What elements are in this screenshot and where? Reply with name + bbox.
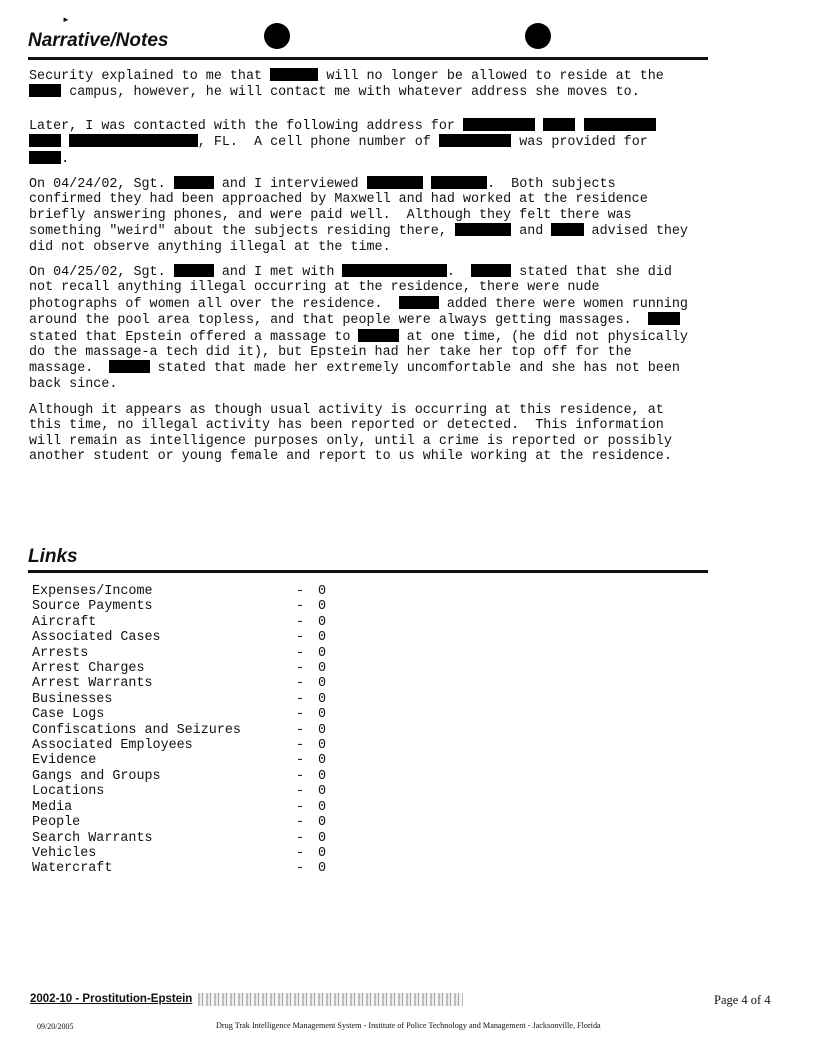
narrative-line xyxy=(29,264,719,280)
link-count: 0 xyxy=(318,738,327,754)
narrative-text: briefly answering phones, and were paid well. Although they felt there was xyxy=(29,207,632,223)
narrative-line xyxy=(29,176,719,192)
link-separator-dash: - xyxy=(296,845,305,861)
narrative-text: confirmed they had been approached by Maxwell and had worked at the residence xyxy=(29,192,648,208)
links-row xyxy=(32,831,348,846)
links-row xyxy=(32,676,348,691)
narrative-text: . xyxy=(446,265,471,280)
links-row xyxy=(32,738,348,753)
scan-noise-strip xyxy=(198,993,463,1006)
redaction-bar xyxy=(543,118,575,131)
link-separator-dash: - xyxy=(296,630,305,646)
redaction-bar xyxy=(174,264,214,277)
narrative-text: stated that Epstein offered a massage to xyxy=(29,329,359,345)
link-category-label: People xyxy=(32,815,81,831)
links-row xyxy=(32,800,348,815)
links-row xyxy=(32,584,348,599)
narrative-text: Security explained to me that xyxy=(29,69,271,84)
links-row xyxy=(32,861,348,876)
link-category-label: Associated Employees xyxy=(32,738,193,754)
narrative-paragraph xyxy=(29,176,719,255)
narrative-text: and I met with xyxy=(213,265,343,280)
narrative-line xyxy=(29,360,719,376)
link-category-label: Search Warrants xyxy=(32,830,153,846)
link-count: 0 xyxy=(318,614,327,630)
link-count: 0 xyxy=(318,599,327,615)
redaction-bar xyxy=(584,118,656,131)
link-count: 0 xyxy=(318,799,327,815)
narrative-text: Although it appears as though usual activity is occurring at this residence, at xyxy=(29,403,664,418)
link-separator-dash: - xyxy=(296,753,305,769)
narrative-line xyxy=(29,240,719,255)
redaction-bar xyxy=(69,134,198,147)
link-category-label: Gangs and Groups xyxy=(32,768,161,784)
link-count: 0 xyxy=(318,707,327,723)
link-separator-dash: - xyxy=(296,691,305,707)
narrative-text: will remain as intelligence purposes only, until a crime is reported or possibly xyxy=(29,433,672,449)
narrative-line xyxy=(29,208,719,223)
redaction-bar xyxy=(551,223,583,236)
links-table xyxy=(32,584,348,877)
links-row xyxy=(32,846,348,861)
narrative-text: was provided for xyxy=(511,135,648,151)
redaction-bar xyxy=(399,296,439,309)
narrative-paragraph xyxy=(29,68,719,101)
narrative-line xyxy=(29,434,719,449)
narrative-text: stated that she did xyxy=(511,265,672,280)
narrative-text: Later, I was contacted with the following address for xyxy=(29,119,463,134)
redaction-bar xyxy=(439,134,511,147)
redaction-bar xyxy=(648,312,680,325)
links-row xyxy=(32,615,348,630)
punch-hole-left xyxy=(264,23,290,49)
narrative-text: and xyxy=(511,224,552,240)
link-count: 0 xyxy=(318,722,327,738)
link-category-label: Vehicles xyxy=(32,845,97,861)
narrative-line xyxy=(29,329,719,345)
link-category-label: Case Logs xyxy=(32,707,105,723)
link-count: 0 xyxy=(318,645,327,661)
link-separator-dash: - xyxy=(296,815,305,831)
links-row xyxy=(32,661,348,676)
redaction-bar xyxy=(367,176,423,189)
narrative-text: and I interviewed xyxy=(213,177,367,192)
narrative-text: did not observe anything illegal at the time. xyxy=(29,239,391,255)
link-category-label: Arrest Warrants xyxy=(32,676,153,692)
redaction-bar xyxy=(463,118,535,131)
links-row xyxy=(32,753,348,768)
footer-case-ref-text: 2002-10 - Prostitution-Epstein xyxy=(30,993,193,1005)
narrative-text: On 04/24/02, Sgt. xyxy=(29,177,174,192)
link-count: 0 xyxy=(318,630,327,646)
links-row xyxy=(32,815,348,830)
narrative-text xyxy=(423,177,431,192)
redaction-bar xyxy=(174,176,214,189)
narrative-text: will no longer be allowed to reside at the xyxy=(318,69,664,84)
footer-system-name: Drug Trak Intelligence Management System - Institute of Police Technology and Management - Jacksonville, Florida xyxy=(216,1021,601,1030)
narrative-line xyxy=(29,449,719,464)
narrative-text: added there were women running xyxy=(438,296,688,312)
links-row xyxy=(32,707,348,722)
link-category-label: Confiscations and Seizures xyxy=(32,722,241,738)
narrative-rule xyxy=(28,57,708,60)
narrative-line xyxy=(29,151,719,167)
link-category-label: Arrest Charges xyxy=(32,661,145,677)
link-category-label: Evidence xyxy=(32,753,97,769)
links-row xyxy=(32,769,348,784)
link-category-label: Expenses/Income xyxy=(32,584,153,599)
narrative-line xyxy=(29,403,719,418)
narrative-line xyxy=(29,84,719,100)
narrative-line xyxy=(29,296,719,312)
link-category-label: Source Payments xyxy=(32,599,153,615)
narrative-text: . Both subjects xyxy=(487,177,616,192)
redaction-bar xyxy=(109,360,149,373)
redaction-bar xyxy=(455,223,511,236)
link-count: 0 xyxy=(318,584,327,599)
narrative-text: , FL. A cell phone number of xyxy=(197,135,439,151)
links-row xyxy=(32,599,348,614)
link-category-label: Arrests xyxy=(32,645,89,661)
redaction-bar xyxy=(29,151,61,164)
narrative-text: massage. xyxy=(29,361,110,377)
narrative-line xyxy=(29,377,719,392)
link-separator-dash: - xyxy=(296,676,305,692)
narrative-text: another student or young female and report to us while working at the residence. xyxy=(29,449,672,465)
redaction-bar xyxy=(29,134,61,147)
links-row xyxy=(32,784,348,799)
links-row xyxy=(32,692,348,707)
link-category-label: Locations xyxy=(32,784,105,800)
link-separator-dash: - xyxy=(296,614,305,630)
link-count: 0 xyxy=(318,691,327,707)
link-separator-dash: - xyxy=(296,784,305,800)
redaction-bar xyxy=(342,264,446,277)
narrative-line xyxy=(29,280,719,295)
narrative-text: photographs of women all over the residence. xyxy=(29,296,399,312)
narrative-text xyxy=(535,119,543,134)
link-count: 0 xyxy=(318,784,327,800)
link-category-label: Aircraft xyxy=(32,614,97,630)
narrative-text: On 04/25/02, Sgt. xyxy=(29,265,174,280)
link-category-label: Media xyxy=(32,799,73,815)
link-separator-dash: - xyxy=(296,707,305,723)
narrative-text: around the pool area topless, and that people were always getting massages. xyxy=(29,313,648,329)
narrative-line xyxy=(29,134,719,150)
link-separator-dash: - xyxy=(296,830,305,846)
narrative-text: not recall anything illegal occurring at the residence, there were nude xyxy=(29,280,600,296)
link-separator-dash: - xyxy=(296,861,305,877)
page-number: Page 4 of 4 xyxy=(714,993,771,1007)
links-heading: Links xyxy=(28,546,78,567)
link-count: 0 xyxy=(318,753,327,769)
narrative-text: something "weird" about the subjects residing there, xyxy=(29,224,455,240)
link-separator-dash: - xyxy=(296,738,305,754)
footer-case-ref xyxy=(30,993,192,1005)
narrative-line xyxy=(29,192,719,207)
narrative-notes-heading: Narrative/Notes xyxy=(28,30,169,51)
link-separator-dash: - xyxy=(296,584,305,599)
narrative-line xyxy=(29,312,719,328)
links-row xyxy=(32,630,348,645)
links-rule xyxy=(28,570,708,573)
narrative-text: stated that made her extremely uncomfortable and she has not been xyxy=(149,361,680,377)
link-count: 0 xyxy=(318,768,327,784)
narrative-text xyxy=(61,135,69,150)
narrative-line xyxy=(29,68,719,84)
link-separator-dash: - xyxy=(296,599,305,615)
redaction-bar xyxy=(29,84,61,97)
narrative-line xyxy=(29,223,719,239)
link-count: 0 xyxy=(318,830,327,846)
narrative-paragraph xyxy=(29,403,719,465)
link-count: 0 xyxy=(318,661,327,677)
link-count: 0 xyxy=(318,815,327,831)
narrative-text: this time, no illegal activity has been reported or detected. This information xyxy=(29,418,664,434)
link-separator-dash: - xyxy=(296,645,305,661)
footer-date: 09/20/2005 xyxy=(37,1022,74,1031)
links-row xyxy=(32,646,348,661)
redaction-bar xyxy=(358,329,398,342)
narrative-paragraph xyxy=(29,264,719,392)
link-separator-dash: - xyxy=(296,768,305,784)
link-category-label: Watercraft xyxy=(32,861,113,877)
link-count: 0 xyxy=(318,845,327,861)
narrative-text: do the massage-a tech did it), but Epstein had her take her top off for the xyxy=(29,345,632,361)
link-separator-dash: - xyxy=(296,722,305,738)
narrative-line xyxy=(29,118,719,134)
link-separator-dash: - xyxy=(296,799,305,815)
narrative-text: . xyxy=(61,151,70,167)
redaction-bar xyxy=(270,68,318,81)
narrative-line xyxy=(29,418,719,433)
narrative-text xyxy=(575,119,583,134)
link-separator-dash: - xyxy=(296,661,305,677)
link-count: 0 xyxy=(318,676,327,692)
arrow-mark-icon: ► xyxy=(62,15,70,24)
narrative-text: campus, however, he will contact me with whatever address she moves to. xyxy=(61,85,640,101)
narrative-text: advised they xyxy=(583,224,688,240)
links-row xyxy=(32,723,348,738)
narrative-paragraph xyxy=(29,118,719,167)
link-category-label: Businesses xyxy=(32,691,113,707)
narrative-text: back since. xyxy=(29,376,118,392)
redaction-bar xyxy=(471,264,511,277)
narrative-line xyxy=(29,345,719,360)
link-count: 0 xyxy=(318,861,327,877)
narrative-text: at one time, (he did not physically xyxy=(398,329,688,345)
punch-hole-right xyxy=(525,23,551,49)
redaction-bar xyxy=(431,176,487,189)
link-category-label: Associated Cases xyxy=(32,630,161,646)
